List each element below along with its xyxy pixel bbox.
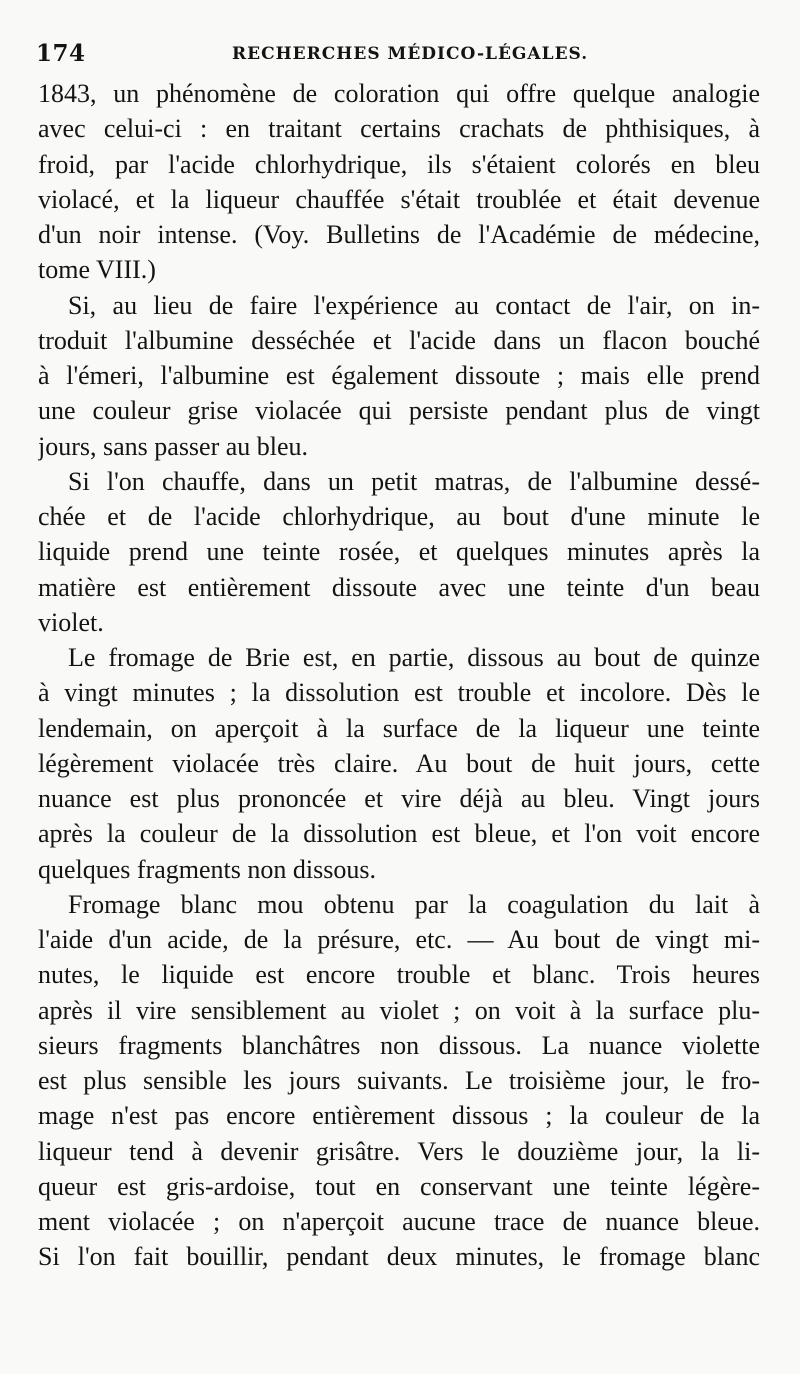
body-text (38, 76, 760, 1275)
running-head: RECHERCHES MÉDICO-LÉGALES. (232, 44, 589, 64)
text-line: Si l'on chauffe, dans un petit matras, de l'albumine dessé- (68, 466, 760, 496)
text-line: Fromage blanc mou obtenu par la coagulation du lait à (68, 889, 760, 919)
text-line: tome VIII.) (38, 255, 156, 285)
text-line: légèrement violacée très claire. Au bout de huit jours, cette (38, 748, 760, 778)
text-line: une couleur grise violacée qui persiste pendant plus de vingt (38, 396, 760, 426)
text-line: jours, sans passer au bleu. (38, 431, 309, 461)
text-line: lendemain, on aperçoit à la surface de la liqueur une teinte (38, 713, 760, 743)
text-line: Si, au lieu de faire l'expérience au contact de l'air, on in- (68, 290, 760, 320)
text-line: à vingt minutes ; la dissolution est trouble et incolore. Dès le (38, 678, 760, 708)
text-line: froid, par l'acide chlorhydrique, ils s'étaient colorés en bleu (38, 149, 760, 179)
text-line: mage n'est pas encore entièrement dissous ; la couleur de la (38, 1101, 760, 1131)
text-line: nuance est plus prononcée et vire déjà au bleu. Vingt jours (38, 784, 760, 813)
text-line: nutes, le liquide est encore trouble et blanc. Trois heures (38, 960, 760, 990)
text-line: sieurs fragments blanchâtres non dissous. La nuance violette (38, 1030, 760, 1060)
text-line: après il vire sensiblement au violet ; on voit à la surface plu- (38, 995, 760, 1025)
text-line: troduit l'albumine desséchée et l'acide dans un flacon bouché (38, 325, 760, 355)
text-line: d'un noir intense. (Voy. Bulletins de l'Académie de médecine, (38, 220, 760, 249)
text-line: liqueur tend à devenir grisâtre. Vers le douzième jour, la li- (38, 1136, 760, 1166)
text-line: quelques fragments non dissous. (38, 854, 376, 884)
text-line: queur est gris-ardoise, tout en conservant une teinte légère- (38, 1171, 760, 1201)
text-line: à l'émeri, l'albumine est également dissoute ; mais elle prend (38, 361, 760, 390)
text-line: après la couleur de la dissolution est bleue, et l'on voit encore (38, 819, 760, 849)
text-line: violet. (38, 607, 104, 637)
text-line: Le fromage de Brie est, en partie, dissous au bout de quinze (68, 643, 760, 672)
text-line: est plus sensible les jours suivants. Le troisième jour, le fro- (38, 1066, 760, 1095)
text-line: Si l'on fait bouillir, pendant deux minutes, le fromage blanc (38, 1242, 760, 1272)
text-line: ment violacée ; on n'aperçoit aucune trace de nuance bleue. (38, 1207, 760, 1236)
text-line: matière est entièrement dissoute avec une teinte d'un beau (38, 572, 760, 602)
text-line: chée et de l'acide chlorhydrique, au bout d'une minute le (38, 502, 760, 531)
text-line: l'aide d'un acide, de la présure, etc. — Au bout de vingt mi- (38, 925, 760, 954)
text-line: avec celui-ci : en traitant certains crachats de phthisiques, à (38, 114, 760, 144)
text-line: violacé, et la liqueur chauffée s'était troublée et était devenue (38, 184, 760, 214)
page-number: 174 (36, 40, 86, 67)
text-line: 1843, un phénomène de coloration qui offre quelque analogie (38, 79, 760, 108)
page-header (36, 40, 760, 70)
text-line: liquide prend une teinte rosée, et quelques minutes après la (38, 537, 760, 567)
